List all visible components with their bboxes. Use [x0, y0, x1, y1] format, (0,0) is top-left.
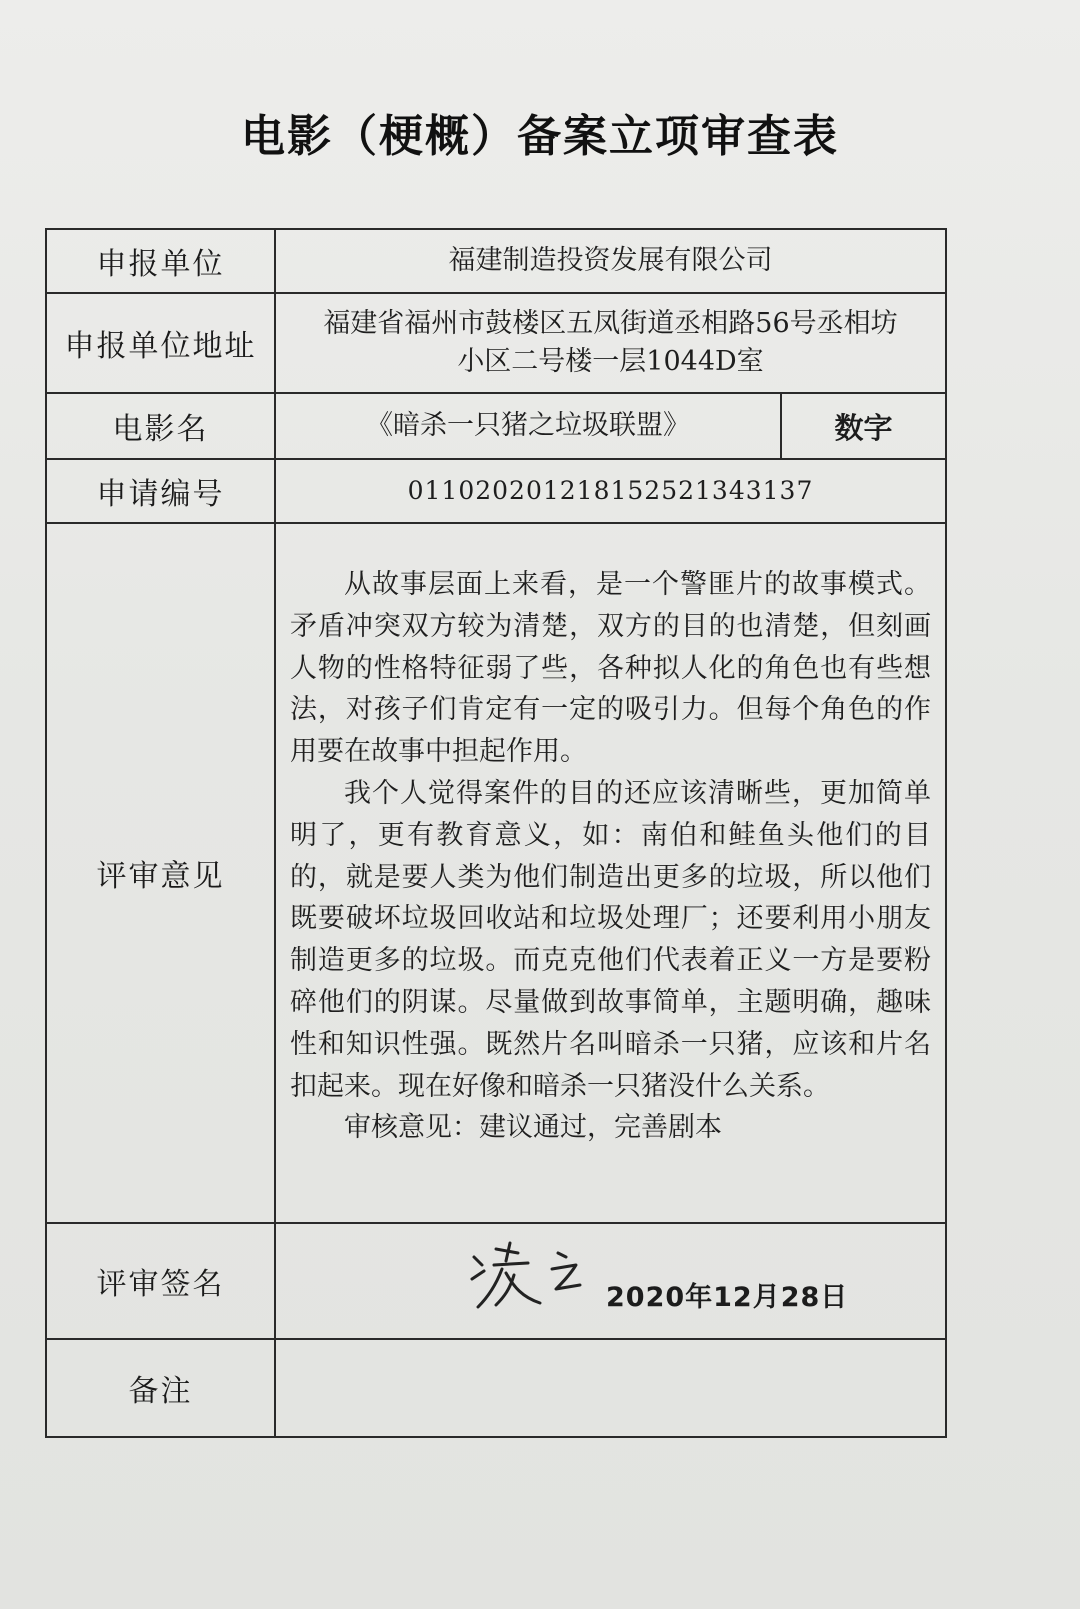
review-opinion-label: 评审意见	[46, 523, 275, 1223]
row-address	[46, 293, 946, 393]
applicant-label: 申报单位	[46, 229, 275, 293]
review-form-table	[45, 228, 947, 1438]
application-number-value: 011020201218152521343137	[275, 459, 946, 523]
signature-label: 评审签名	[46, 1223, 275, 1339]
document-title: 电影（梗概）备案立项审查表	[241, 111, 839, 162]
signature-cell	[275, 1223, 946, 1339]
address-line-1: 福建省福州市鼓楼区五凤街道丞相路56号丞相坊	[323, 308, 898, 339]
film-type-value: 数字	[781, 393, 946, 459]
row-remarks	[46, 1339, 946, 1437]
address-label: 申报单位地址	[46, 293, 275, 393]
row-applicant	[46, 229, 946, 293]
application-number-label: 申请编号	[46, 459, 275, 523]
film-title-value: 《暗杀一只猪之垃圾联盟》	[275, 393, 781, 459]
row-review-opinion	[46, 523, 946, 1223]
remarks-label: 备注	[46, 1339, 275, 1437]
handwritten-signature	[466, 1235, 616, 1315]
row-application-number	[46, 459, 946, 523]
signature-date: 2020年12月28日	[606, 1282, 849, 1313]
address-value	[275, 293, 946, 393]
review-opinion-text	[275, 523, 946, 1223]
remarks-value	[275, 1339, 946, 1437]
signature-area	[276, 1225, 945, 1337]
applicant-value: 福建制造投资发展有限公司	[275, 229, 946, 293]
opinion-paragraph: 审核意见：建议通过，完善剧本	[344, 1112, 722, 1144]
opinion-paragraph: 我个人觉得案件的目的还应该清晰些，更加简单明了，更有教育意义，如：南伯和鲑鱼头他们的目的，就是要人类为他们制造出更多的垃圾，所以他们既要破坏垃圾回收站和垃圾处理厂；还要利用小朋友制造更多的垃圾。而克克他们代表着正义一方是要粉碎他们的阴谋。尽量做到故事简单，主题明确，趣味性和知识性强。既然片名叫暗杀一只猪，应该和片名扣起来。现在好像和暗杀一只猪没什么关系。	[290, 777, 931, 1102]
address-line-2: 小区二号楼一层1044D室	[457, 346, 764, 377]
film-label: 电影名	[46, 393, 275, 459]
row-film	[46, 393, 946, 459]
row-signature	[46, 1223, 946, 1339]
opinion-paragraph: 从故事层面上来看，是一个警匪片的故事模式。矛盾冲突双方较为清楚，双方的目的也清楚，但刻画人物的性格特征弱了些，各种拟人化的角色也有些想法，对孩子们肯定有一定的吸引力。但每个角色的作用要在故事中担起作用。	[290, 569, 931, 768]
